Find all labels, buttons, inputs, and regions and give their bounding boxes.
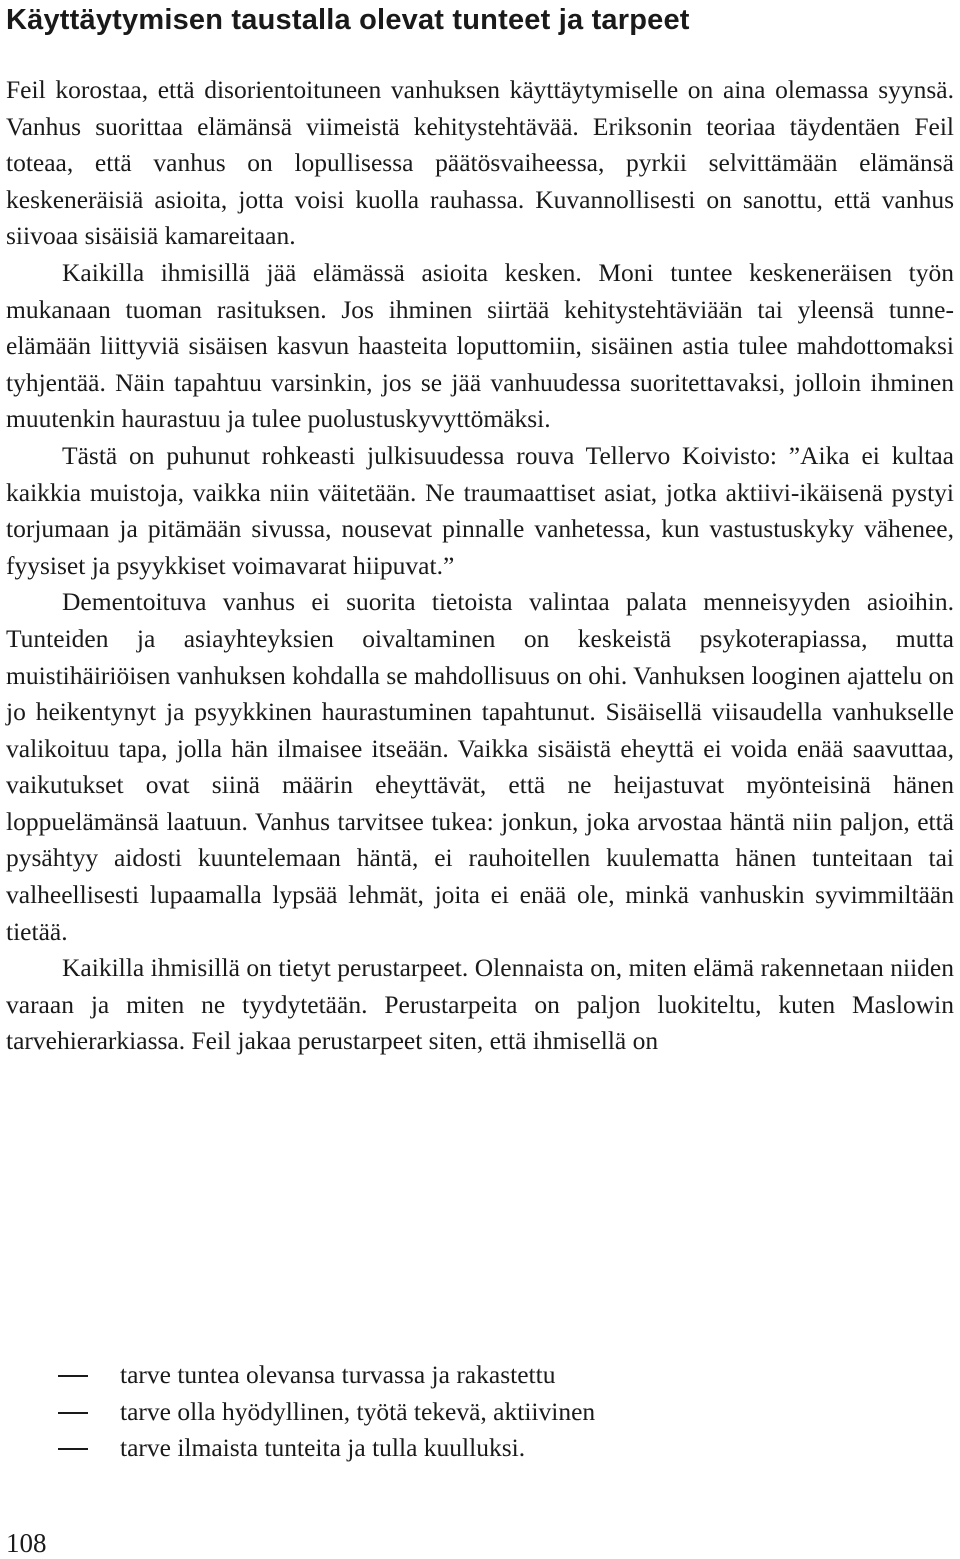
list-item-text: tarve olla hyödyllinen, työtä tekevä, aktiivinen xyxy=(120,1396,596,1426)
section-heading: Käyttäytymisen taustalla olevat tunteet ja tarpeet xyxy=(6,4,690,36)
body-text xyxy=(6,72,954,1060)
paragraph-3: Tästä on puhunut rohkeasti julkisuudessa rouva Tellervo Koivisto: ”Aika ei kultaa kaikkia muistoja, vaikka niin väitetään. Ne traumaattiset asiat, jotka aktiivi-ikäisenä pystyi torjumaan ja pitämään sivussa, nousevat pinnalle vanhetessa, kun vastustuskyky vähenee, fyysiset ja psyykkiset voimavarat hiipuvat.” xyxy=(6,440,954,580)
list-item-text: tarve tuntea olevansa turvassa ja rakastettu xyxy=(120,1360,556,1389)
paragraph-1: Feil korostaa, että disorientoituneen vanhuksen käyttäytymiselle on aina olemassa syynsä. Vanhus suorittaa elämänsä viimeistä kehitystehtävää. Eriksonin teoriaa täydentäen Feil toteaa, että vanhus on lopullisessa päätösvaiheessa, pyrkii selvittämään elämänsä keskeneräisiä asioita, jotta voisi kuolla rauhassa. Kuvannollisesti on sanottu, että vanhus siivoaa sisäisiä kamareitaan. xyxy=(6,75,954,251)
dash-bullet-icon xyxy=(58,1448,88,1450)
list-item-text: tarve ilmaista tunteita ja tulla kuulluksi. xyxy=(120,1433,526,1463)
paragraph-2: Kaikilla ihmisillä jää elämässä asioita kesken. Moni tuntee keskeneräisen työn mukanaan tuoman rasituksen. Jos ihminen siirtää kehitystehtäviään tai yleensä tunne-elämään liittyviä sisäisen kasvun haasteita loputtomiin, sisäinen astia tulee mahdottomaksi tyhjentää. Näin tapahtuu varsinkin, jos se jää vanhuudessa suoritettavaksi, jolloin ihminen muutenkin haurastuu ja tulee puolustuskyvyttömäksi. xyxy=(6,257,954,434)
paragraph-5: Kaikilla ihmisillä on tietyt perustarpeet. Olennaista on, miten elämä rakennetaan niiden varaan ja miten ne tyydytetään. Perustarpeita on paljon luokiteltu, kuten Maslowin tarvehierarkiassa. Feil jakaa perustarpeet siten, että ihmisellä on xyxy=(6,953,954,1056)
page-number: 108 xyxy=(6,1528,47,1558)
dash-bullet-icon xyxy=(58,1412,88,1414)
needs-list xyxy=(58,1357,595,1467)
list-item xyxy=(58,1430,595,1467)
list-item xyxy=(58,1394,595,1431)
paragraph-4: Dementoituva vanhus ei suorita tietoista valintaa palata menneisyyden asioihin. Tunteiden ja asiayhteyksien oivaltaminen on keskeistä psykoterapiassa, mutta muistihäiriöisen vanhuksen kohdalla se mahdollisuus on ohi. Vanhuksen looginen ajattelu on jo heikentynyt ja psyykkinen haurastuminen tapahtunut. Sisäisellä viisaudella vanhukselle valikoituu tapa, jolla hän ilmaisee itseään. Vaikka sisäistä eheyttä ei voida enää saavuttaa, vaikutukset ovat siinä määrin eheyttävät, että ne heijastuvat myönteisinä hänen loppuelämänsä laatuun. Vanhus tarvitsee tukea: jonkun, joka arvostaa häntä niin paljon, että pysähtyy aidosti kuuntelemaan häntä, ei rauhoitellen kuulematta hänen tunteitaan tai valheellisesti lupaamalla lypsää lehmät, joita ei enää ole, minkä vanhuskin syvimmiltään tietää. xyxy=(6,587,954,946)
list-item xyxy=(58,1357,595,1394)
dash-bullet-icon xyxy=(58,1375,88,1377)
